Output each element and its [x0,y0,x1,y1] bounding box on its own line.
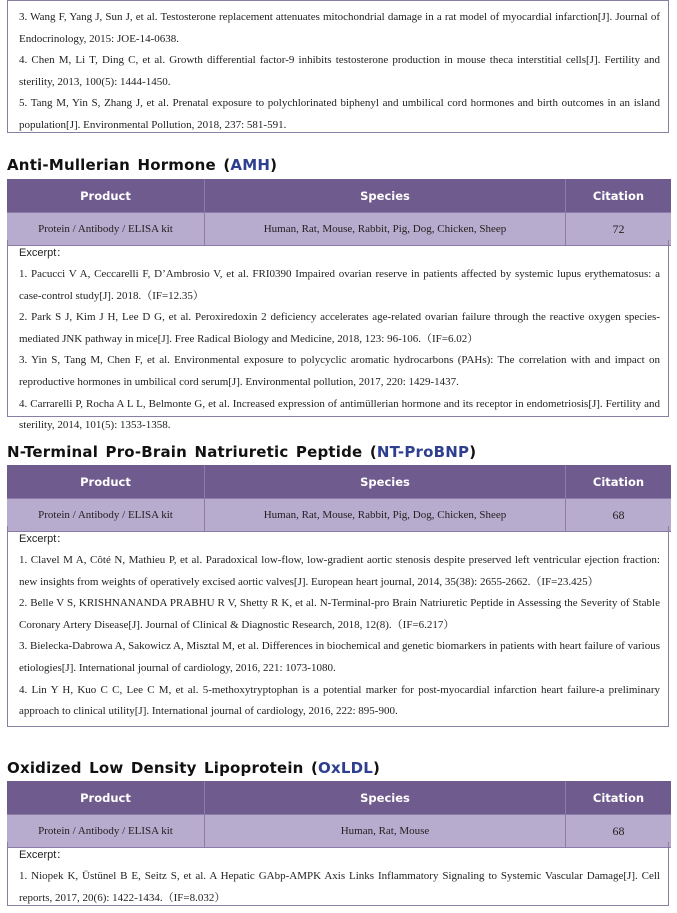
header-product: Product [7,781,205,815]
cell-citation: 68 [566,815,672,848]
excerpt-label: Excerpt： [19,533,68,545]
section-name: N-Terminal Pro-Brain Natriuretic Peptide [7,443,363,461]
section-name: Anti-Mullerian Hormone [7,156,216,174]
excerpt-box [7,240,669,432]
excerpt-box [7,842,669,906]
section-title: N-Terminal Pro-Brain Natriuretic Peptide (NT-ProBNP) [7,443,477,461]
header-species: Species [205,781,566,815]
header-product: Product [7,465,205,499]
header-product: Product [7,179,205,213]
section-abbr: NT-ProBNP [376,443,470,461]
cell-citation: 72 [566,213,672,246]
reference-item: 4. Chen M, Li T, Ding C, et al. Growth differential factor-9 inhibits testosterone production in mouse theca interstitial cells[J]. Fertility and sterility, 2013, 100(5): 1444-1450. [19,54,660,88]
table-header-row [7,781,671,815]
header-citation: Citation [566,179,672,213]
product-table [7,179,671,246]
reference-item: 3. Bielecka-Dabrowa A, Sakowicz A, Misztal M, et al. Differences in biochemical and genetic biomarkers in patients with heart failure of various etiologies[J]. International journal of cardiology, 2016, 221: 1073-1080. [19,640,660,674]
section-title: Anti-Mullerian Hormone (AMH) [7,156,278,174]
reference-item: 2. Belle V S, KRISHNANANDA PRABHU R V, Shetty R K, et al. N-Terminal-pro Brain Natriuretic Peptide in Assessing the Severity of Stable Coronary Artery Disease[J]. Journal of Clinical & Diagnostic Research, 2018, 12(8).（IF=6.217） [19,597,660,631]
reference-item: 1. Clavel M A, Côté N, Mathieu P, et al. Paradoxical low-flow, low-gradient aortic stenosis despite preserved left ventricular ejection fraction: new insights from weights of operatively excised aortic valves[J]. European heart journal, 2014, 35(38): 2655-2662.（IF=23.425） [19,554,660,588]
reference-list [8,264,668,437]
reference-item: 3. Yin S, Tang M, Chen F, et al. Environmental exposure to polycyclic aromatic hydrocarbons (PAHs): The correlation with and impact on reproductive hormones in umbilical cord serum[J]. Environmental pollution, 2017, 220: 1429-1437. [19,354,660,388]
header-citation: Citation [566,465,672,499]
header-citation: Citation [566,781,672,815]
section-title: Oxidized Low Density Lipoprotein (OxLDL) [7,759,381,777]
excerpt-label: Excerpt： [19,849,68,861]
reference-list [8,550,668,723]
cell-species: Human, Rat, Mouse, Rabbit, Pig, Dog, Chicken, Sheep [205,213,566,246]
reference-item: 2. Park S J, Kim J H, Lee D G, et al. Peroxiredoxin 2 deficiency accelerates age-related ovarian failure through the reactive oxygen species-mediated JNK pathway in mice[J]. Free Radical Biology and Medicine, 2018, 123: 96-106.（IF=6.02） [19,311,660,345]
reference-list [8,866,668,909]
product-table [7,465,671,532]
cell-citation: 68 [566,499,672,532]
reference-item: 5. Tang M, Yin S, Zhang J, et al. Prenatal exposure to polychlorinated biphenyl and umbilical cord hormones and birth outcomes in an island population[J]. Environmental Pollution, 2018, 237: 581-591. [19,97,660,131]
section-abbr: AMH [230,156,271,174]
excerpt-label: Excerpt： [19,247,68,259]
cell-product: Protein / Antibody / ELISA kit [7,815,205,848]
header-species: Species [205,179,566,213]
top-references-box [7,0,669,133]
reference-item: 1. Pacucci V A, Ceccarelli F, D’Ambrosio V, et al. FRI0390 Impaired ovarian reserve in patients affected by systemic lupus erythematosus: a case-control study[J]. 2018.（IF=12.35） [19,268,660,302]
excerpt-box [7,526,669,727]
table-header-row [7,465,671,499]
table-header-row [7,179,671,213]
cell-species: Human, Rat, Mouse [205,815,566,848]
header-species: Species [205,465,566,499]
section-abbr: OxLDL [318,759,374,777]
cell-product: Protein / Antibody / ELISA kit [7,213,205,246]
reference-list [8,7,668,137]
reference-item: 3. Wang F, Yang J, Sun J, et al. Testosterone replacement attenuates mitochondrial damage in a rat model of myocardial infarction[J]. Journal of Endocrinology, 2015: JOE-14-0638. [19,11,660,45]
reference-item: 4. Lin Y H, Kuo C C, Lee C M, et al. 5-methoxytryptophan is a potential marker for post-myocardial infarction heart failure-a preliminary approach to clinical utility[J]. International journal of cardiology, 2016, 222: 895-900. [19,683,660,718]
reference-item: 4. Carrarelli P, Rocha A L L, Belmonte G, et al. Increased expression of antimüllerian hormone and its receptor in endometriosis[J]. Fertility and sterility, 2014, 101(5): 1353-1358. [19,397,660,432]
product-table [7,781,671,848]
cell-species: Human, Rat, Mouse, Rabbit, Pig, Dog, Chicken, Sheep [205,499,566,532]
section-name: Oxidized Low Density Lipoprotein [7,759,304,777]
reference-item: 1. Niopek K, Üstünel B E, Seitz S, et al. A Hepatic GAbp-AMPK Axis Links Inflammatory Signaling to Systemic Vascular Damage[J]. Cell reports, 2017, 20(6): 1422-1434.（IF=8.032） [19,870,660,904]
cell-product: Protein / Antibody / ELISA kit [7,499,205,532]
